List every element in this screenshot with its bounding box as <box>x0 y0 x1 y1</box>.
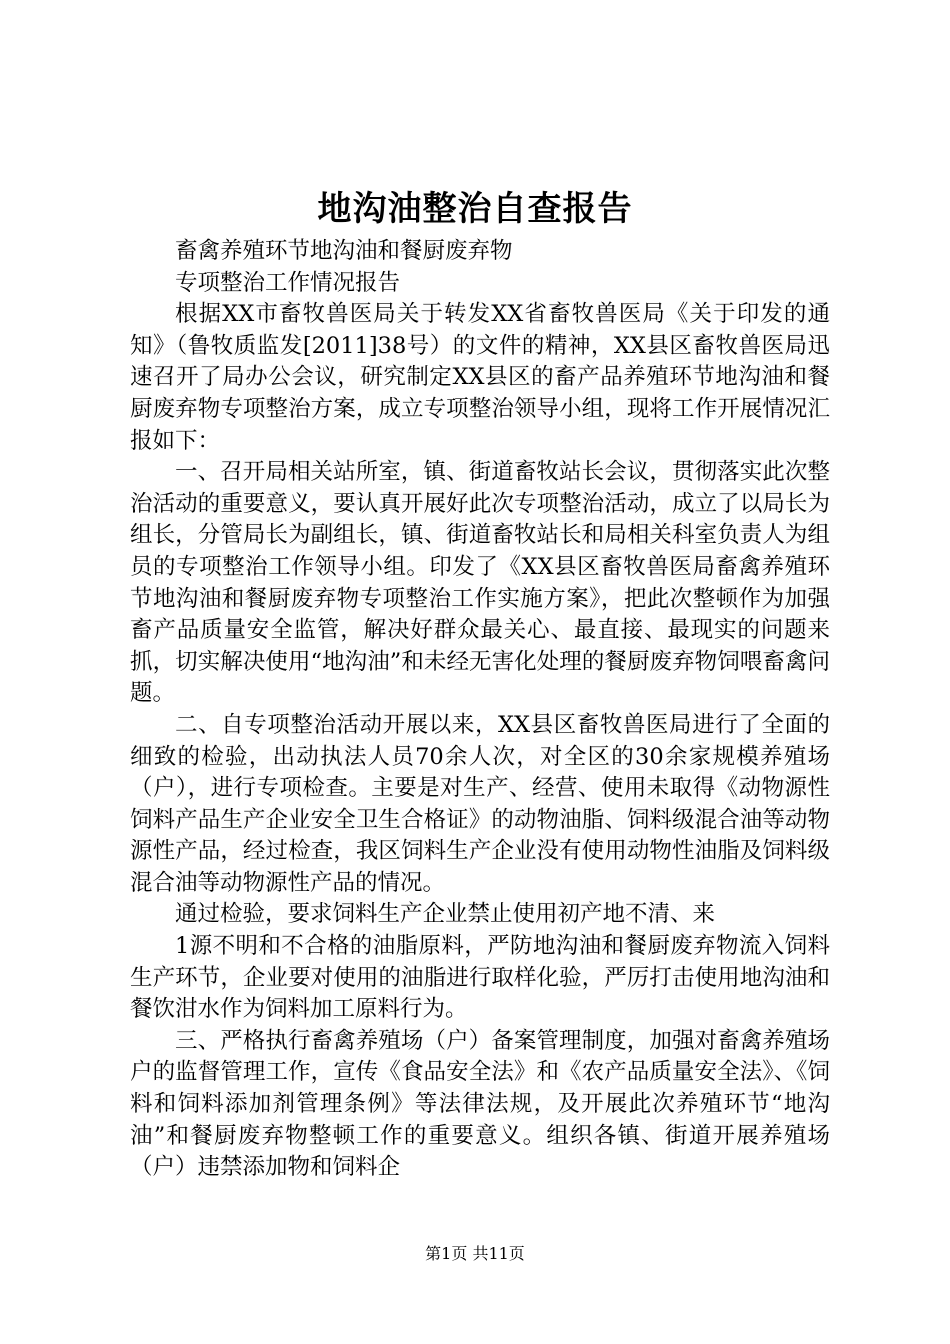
paragraph-section-3: 三、严格执行畜禽养殖场（户）备案管理制度，加强对畜禽养殖场户的监督管理工作，宣传《食品安全法》和《农产品质量安全法》、《饲料和饲料添加剂管理条例》等法律法规，及开展此次养殖环节“地沟油”和餐厨废弃物整顿工作的重要意义。组织各镇、街道开展养殖场（户）违禁添加物和饲料企 <box>130 1027 830 1181</box>
paragraph-intro: 根据XX市畜牧兽医局关于转发XX省畜牧兽医局《关于印发的通知》（鲁牧质监发[2011]38号）的文件的精神，XX县区畜牧兽医局迅速召开了局办公会议，研究制定XX县区的畜产品养殖环节地沟油和餐厨废弃物专项整治方案，成立专项整治领导小组，现将工作开展情况汇报如下： <box>130 301 830 454</box>
paragraph-section-1: 一、召开局相关站所室，镇、街道畜牧站长会议，贯彻落实此次整治活动的重要意义，要认真开展好此次专项整治活动，成立了以局长为组长，分管局长为副组长，镇、街道畜牧站长和局相关科室负责人为组员的专项整治工作领导小组。印发了《XX县区畜牧兽医局畜禽养殖环节地沟油和餐厨废弃物专项整治工作实施方案》，把此次整顿作为加强畜产品质量安全监管，解决好群众最关心、最直接、最现实的问题来抓，切实解决使用“地沟油”和未经无害化处理的餐厨废弃物饲喂畜禽问题。 <box>130 459 830 707</box>
subtitle-line-1: 畜禽养殖环节地沟油和餐厨废弃物 <box>175 238 513 264</box>
page-footer: 第1页 共11页 <box>425 1244 525 1263</box>
paragraph-inspection-continued: 1源不明和不合格的油脂原料，严防地沟油和餐厨废弃物流入饲料生产环节，企业要对使用的油脂进行取样化验，严厉打击使用地沟油和餐饮泔水作为饲料加工原料行为。 <box>130 933 830 1023</box>
document-body <box>130 236 830 1184</box>
paragraph-section-2: 二、自专项整治活动开展以来，XX县区畜牧兽医局进行了全面的细致的检验，出动执法人员70余人次，对全区的30余家规模养殖场（户），进行专项检查。主要是对生产、经营、使用未取得《动物源性饲料产品生产企业安全卫生合格证》的动物油脂、饲料级混合油等动物源性产品，经过检查，我区饲料生产企业没有使用动物性油脂及饲料级混合油等动物源性产品的情况。 <box>130 711 830 896</box>
subtitle-line-2: 专项整治工作情况报告 <box>175 269 401 296</box>
paragraph-inspection-result: 通过检验，要求饲料生产企业禁止使用初产地不清、来 <box>175 901 716 928</box>
document-title: 地沟油整治自查报告 <box>317 189 633 229</box>
